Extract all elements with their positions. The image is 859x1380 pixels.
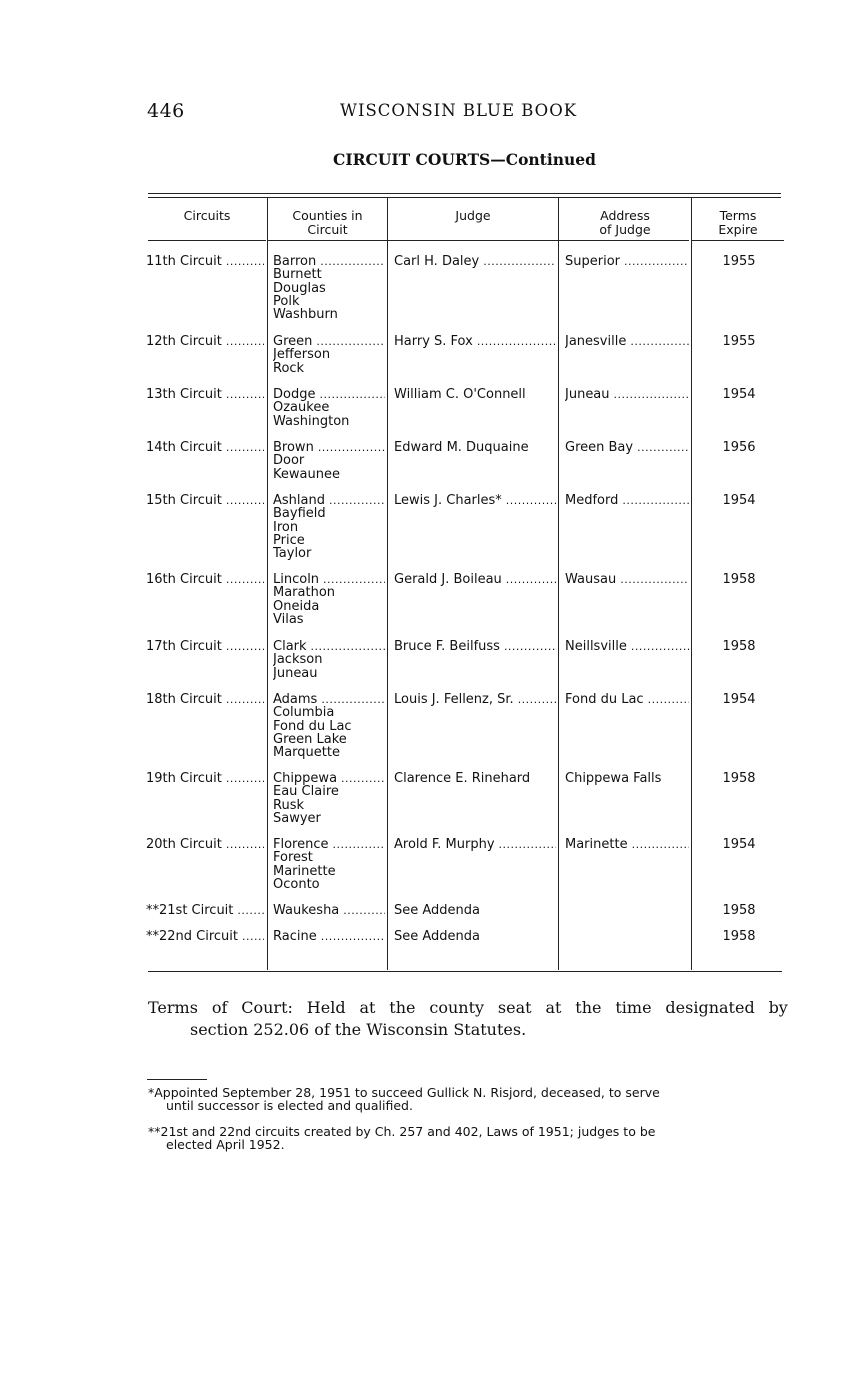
cell-judge <box>394 640 556 653</box>
cell-text: Clarence E. Rinehard <box>394 772 531 786</box>
leader-dots <box>226 494 264 507</box>
leader-dots <box>477 335 556 348</box>
terms-of-court-line2: section 252.06 of the Wisconsin Statutes. <box>190 1020 527 1039</box>
leader-dots <box>632 838 689 851</box>
cell-counties <box>273 441 385 481</box>
section-title: CIRCUIT COURTS—Continued <box>333 150 596 169</box>
cell-judge <box>394 904 556 917</box>
cell-text: Oneida <box>273 598 320 614</box>
cell-text: Florence <box>273 838 329 852</box>
leader-dots <box>333 838 386 851</box>
cell-text: **21st Circuit <box>146 904 234 918</box>
cell-text: Neillsville <box>565 640 627 654</box>
cell-counties <box>273 693 385 759</box>
cell-text: Marinette <box>273 863 336 879</box>
cell-text: Gerald J. Boileau <box>394 573 502 587</box>
header-rule <box>388 240 558 241</box>
cell-text: 19th Circuit <box>146 772 222 786</box>
cell-terms-expire: 1954 <box>722 838 756 852</box>
cell-address <box>565 772 689 785</box>
cell-text: 16th Circuit <box>146 573 222 587</box>
cell-text: Burnett <box>273 267 322 283</box>
cell-counties <box>273 772 385 825</box>
cell-text: Vilas <box>273 611 304 627</box>
leader-dots <box>614 388 689 401</box>
cell-judge <box>394 838 556 851</box>
cell-text: Clark <box>273 640 307 654</box>
leader-dots <box>637 441 689 454</box>
column-divider <box>387 198 388 970</box>
cell-text: Juneau <box>273 665 318 680</box>
cell-text: 20th Circuit <box>146 838 222 852</box>
cell-text: Price <box>273 532 305 548</box>
cell-terms-expire: 1956 <box>722 441 756 455</box>
cell-text: Brown <box>273 441 314 455</box>
leader-dots <box>316 335 385 348</box>
leader-dots <box>343 904 385 917</box>
cell-judge <box>394 772 556 785</box>
cell-address <box>565 693 689 706</box>
terms-word: Court: <box>241 998 293 1017</box>
cell-counties <box>273 930 385 943</box>
cell-text: Rusk <box>273 797 304 813</box>
leader-dots <box>323 573 385 586</box>
cell-text: Sawyer <box>273 810 321 826</box>
cell-judge <box>394 335 556 348</box>
cell-text: Bayfield <box>273 506 326 522</box>
cell-text: Lincoln <box>273 573 320 587</box>
terms-word: county <box>429 998 485 1017</box>
cell-terms-expire: 1954 <box>722 388 756 402</box>
header-counties-line2: Circuit <box>307 222 348 237</box>
cell-text: Barron <box>273 255 317 269</box>
cell-counties <box>273 255 385 321</box>
cell-text: Green Bay <box>565 441 634 455</box>
cell-judge <box>394 573 556 586</box>
terms-word: by <box>768 998 788 1017</box>
cell-text: Marathon <box>273 585 336 601</box>
footnote-rule <box>147 1079 207 1080</box>
table-bottom-rule <box>148 971 782 972</box>
cell-address <box>565 255 689 268</box>
cell-circuit <box>146 838 264 851</box>
leader-dots <box>226 838 264 851</box>
page-number: 446 <box>147 100 185 122</box>
cell-terms-expire: 1955 <box>722 255 756 269</box>
cell-text: Arold F. Murphy <box>394 838 495 852</box>
cell-circuit <box>146 640 264 653</box>
cell-text: Oconto <box>273 876 320 892</box>
leader-dots <box>318 441 385 454</box>
cell-text: Chippewa <box>273 772 338 786</box>
cell-text: Harry S. Fox <box>394 335 473 349</box>
leader-dots <box>648 693 689 706</box>
cell-terms-expire: 1958 <box>722 904 756 918</box>
cell-text: Douglas <box>273 280 326 296</box>
cell-counties <box>273 573 385 626</box>
header-rule <box>148 240 266 241</box>
footnote-line: **21st and 22nd circuits created by Ch. 257 and 402, Laws of 1951; judges to be <box>148 1124 656 1139</box>
leader-dots <box>237 904 264 917</box>
header-rule <box>559 240 689 241</box>
cell-circuit <box>146 494 264 507</box>
header-counties <box>268 209 387 237</box>
cell-address <box>565 335 689 348</box>
cell-text: See Addenda <box>394 904 481 918</box>
cell-text: Washburn <box>273 307 338 322</box>
cell-text: Wausau <box>565 573 617 587</box>
cell-text: William C. O'Connell <box>394 388 526 402</box>
leader-dots <box>226 441 264 454</box>
cell-address <box>565 838 689 851</box>
cell-text: Dodge <box>273 388 316 402</box>
terms-word: designated <box>665 998 755 1017</box>
leader-dots <box>341 772 385 785</box>
cell-circuit <box>146 930 264 943</box>
header-address-line1: Address <box>600 208 650 223</box>
cell-address <box>565 441 689 454</box>
cell-text: **22nd Circuit <box>146 930 239 944</box>
cell-terms-expire: 1958 <box>722 573 756 587</box>
footnote-appointment <box>148 1086 784 1112</box>
cell-text: Taylor <box>273 546 312 561</box>
cell-counties <box>273 388 385 428</box>
cell-text: 18th Circuit <box>146 693 222 707</box>
header-judge: Judge <box>455 208 491 223</box>
leader-dots <box>311 640 385 653</box>
leader-dots <box>518 693 556 706</box>
cell-circuit <box>146 573 264 586</box>
cell-text: Eau Claire <box>273 784 339 800</box>
cell-address <box>565 640 689 653</box>
header-rule <box>268 240 387 241</box>
cell-text: Washington <box>273 413 350 428</box>
leader-dots <box>622 494 689 507</box>
cell-circuit <box>146 904 264 917</box>
leader-dots <box>226 255 264 268</box>
leader-dots <box>329 494 385 507</box>
column-divider <box>267 198 268 970</box>
cell-judge <box>394 693 556 706</box>
cell-text: Carl H. Daley <box>394 255 480 269</box>
leader-dots <box>226 640 264 653</box>
leader-dots <box>226 573 264 586</box>
cell-judge <box>394 441 556 454</box>
cell-address <box>565 573 689 586</box>
leader-dots <box>483 255 556 268</box>
cell-text: 13th Circuit <box>146 388 222 402</box>
cell-text: Jackson <box>273 652 323 668</box>
cell-text: Adams <box>273 693 318 707</box>
cell-text: Bruce F. Beilfuss <box>394 640 500 654</box>
cell-counties <box>273 335 385 375</box>
cell-judge <box>394 930 556 943</box>
cell-text: Chippewa Falls <box>565 772 662 786</box>
cell-text: Edward M. Duquaine <box>394 441 529 455</box>
leader-dots <box>226 388 264 401</box>
cell-circuit <box>146 441 264 454</box>
cell-address <box>565 388 689 401</box>
cell-text: 11th Circuit <box>146 255 222 269</box>
leader-dots <box>321 693 385 706</box>
cell-circuit <box>146 388 264 401</box>
terms-word: Terms <box>148 998 198 1017</box>
cell-text: Door <box>273 453 305 469</box>
leader-dots <box>631 640 689 653</box>
cell-text: Waukesha <box>273 904 340 918</box>
terms-word: seat <box>497 998 532 1017</box>
leader-dots <box>321 930 385 943</box>
cell-text: Marquette <box>273 745 340 760</box>
cell-text: Fond du Lac <box>273 718 352 734</box>
table-top-rule-2 <box>148 197 781 198</box>
cell-counties <box>273 640 385 680</box>
leader-dots <box>226 693 264 706</box>
leader-dots <box>504 640 556 653</box>
cell-text: Louis J. Fellenz, Sr. <box>394 693 514 707</box>
leader-dots <box>630 335 689 348</box>
cell-text: 12th Circuit <box>146 335 222 349</box>
cell-text: Jefferson <box>273 347 331 363</box>
cell-text: Medford <box>565 494 619 508</box>
cell-counties <box>273 494 385 560</box>
cell-circuit <box>146 772 264 785</box>
cell-circuit <box>146 693 264 706</box>
leader-dots <box>226 772 264 785</box>
header-counties-line1: Counties in <box>292 208 363 223</box>
leader-dots <box>620 573 689 586</box>
terms-word: of <box>211 998 228 1017</box>
footnote-line: elected April 1952. <box>166 1137 285 1152</box>
footnote-line: *Appointed September 28, 1951 to succeed Gullick N. Risjord, deceased, to serve <box>148 1085 660 1100</box>
running-head: WISCONSIN BLUE BOOK <box>340 101 578 120</box>
cell-text: Juneau <box>565 388 610 402</box>
cell-text: Janesville <box>565 335 627 349</box>
cell-terms-expire: 1954 <box>722 494 756 508</box>
cell-terms-expire: 1955 <box>722 335 756 349</box>
leader-dots <box>499 838 556 851</box>
footnote-new-circuits <box>148 1125 784 1151</box>
footnote-line: until successor is elected and qualified. <box>166 1098 413 1113</box>
cell-circuit <box>146 255 264 268</box>
terms-word: the <box>389 998 416 1017</box>
cell-terms-expire: 1958 <box>722 930 756 944</box>
header-terms-line2: Expire <box>718 222 758 237</box>
cell-text: Ashland <box>273 494 325 508</box>
terms-word: the <box>575 998 602 1017</box>
cell-text: 14th Circuit <box>146 441 222 455</box>
cell-judge <box>394 255 556 268</box>
header-rule <box>692 240 784 241</box>
leader-dots <box>319 388 385 401</box>
leader-dots <box>242 930 264 943</box>
cell-text: 17th Circuit <box>146 640 222 654</box>
cell-text: See Addenda <box>394 930 481 944</box>
cell-circuit <box>146 335 264 348</box>
cell-judge <box>394 494 556 507</box>
cell-text: Forest <box>273 850 313 866</box>
terms-of-court-line1 <box>148 997 788 1019</box>
cell-terms-expire: 1958 <box>722 772 756 786</box>
cell-text: Racine <box>273 930 317 944</box>
cell-text: Ozaukee <box>273 400 330 416</box>
header-address <box>559 209 691 237</box>
cell-text: Rock <box>273 360 305 375</box>
cell-terms-expire: 1954 <box>722 693 756 707</box>
cell-text: Polk <box>273 293 300 309</box>
cell-text: Columbia <box>273 705 335 721</box>
cell-counties <box>273 904 385 917</box>
terms-word: Held <box>306 998 346 1017</box>
leader-dots <box>506 494 556 507</box>
terms-word: at <box>359 998 376 1017</box>
cell-text: Marinette <box>565 838 628 852</box>
cell-address <box>565 494 689 507</box>
leader-dots <box>506 573 556 586</box>
cell-text: Fond du Lac <box>565 693 644 707</box>
header-terms <box>692 209 784 237</box>
cell-counties <box>273 838 385 891</box>
terms-of-court-note <box>148 997 788 1041</box>
leader-dots <box>226 335 264 348</box>
cell-text: Iron <box>273 519 299 535</box>
header-circuits: Circuits <box>183 208 231 223</box>
terms-word: at <box>545 998 562 1017</box>
leader-dots <box>624 255 689 268</box>
cell-text: Green <box>273 335 313 349</box>
cell-terms-expire: 1958 <box>722 640 756 654</box>
cell-text: Lewis J. Charles* <box>394 494 502 508</box>
terms-word: time <box>615 998 652 1017</box>
column-divider <box>691 198 692 970</box>
leader-dots <box>320 255 385 268</box>
header-address-line2: of Judge <box>599 222 651 237</box>
table-top-rule <box>148 193 781 194</box>
cell-judge <box>394 388 556 401</box>
cell-text: Green Lake <box>273 731 347 747</box>
cell-text: Superior <box>565 255 620 269</box>
column-divider <box>558 198 559 970</box>
cell-text: 15th Circuit <box>146 494 222 508</box>
header-terms-line1: Terms <box>719 208 757 223</box>
cell-text: Kewaunee <box>273 466 340 481</box>
